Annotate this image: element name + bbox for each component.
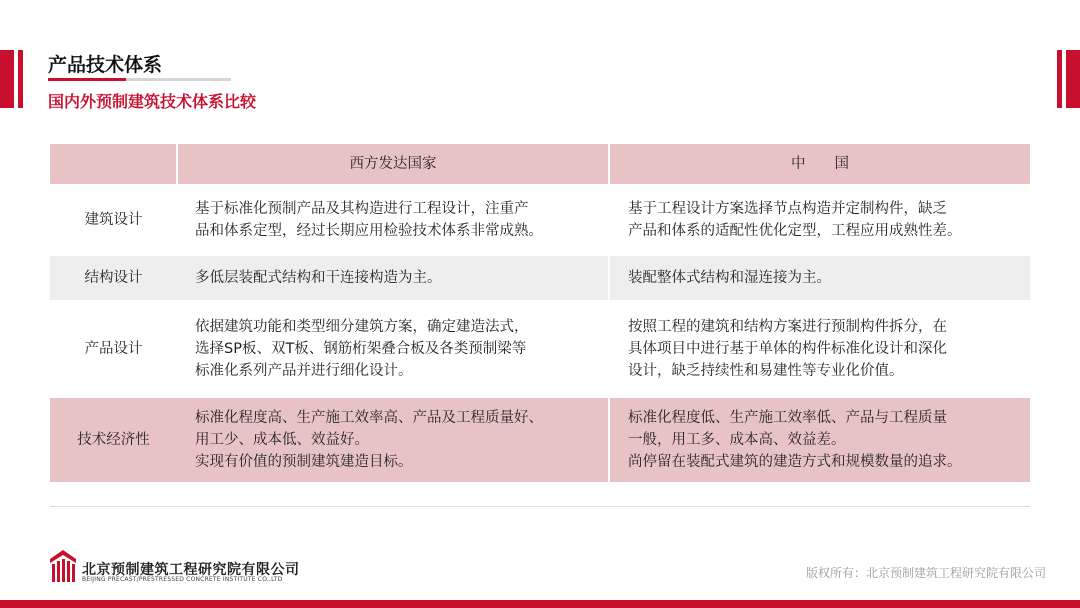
cell-line: 多低层装配式结构和干连接构造为主。	[195, 270, 442, 286]
cell-line: 一般，用工多、成本高、效益差。	[628, 432, 846, 448]
cell-line: 标准化程度低、生产施工效率低、产品与工程质量	[628, 410, 947, 426]
cell-line: 基于标准化预制产品及其构造进行工程设计，注重产	[195, 201, 529, 217]
right-accent-bar	[1066, 50, 1080, 108]
header-cell-china: 中 国	[609, 143, 1030, 185]
cell-line: 标准化程度高、生产施工效率高、产品及工程质量好、	[195, 410, 543, 426]
copyright-text: 版权所有：北京预制建筑工程研究院有限公司	[805, 566, 1046, 580]
company-name-en: BEIJING PRECAST/PRESTRESSED CONCRETE INSTITUTE CO.,LTD	[82, 576, 283, 583]
company-logo-icon	[50, 550, 76, 584]
cell-line: 选择SP板、双T板、钢筋桁架叠合板及各类预制梁等	[195, 341, 527, 357]
table-row	[50, 185, 1030, 255]
page-title: 产品技术体系	[48, 54, 163, 76]
row-label: 产品设计	[50, 301, 177, 397]
cell-line: 基于工程设计方案选择节点构造并定制构件，缺乏	[628, 201, 947, 217]
west-cell	[177, 301, 609, 397]
table-row	[50, 255, 1030, 301]
comparison-table	[50, 142, 1030, 484]
right-accent-bar-thin	[1057, 50, 1062, 108]
header-cell-west: 西方发达国家	[177, 143, 609, 185]
footer-accent-bar	[0, 600, 1080, 608]
cell-line: 具体项目中进行基于单体的构件标准化设计和深化	[628, 341, 947, 357]
cell-line: 设计，缺乏持续性和易建性等专业化价值。	[628, 363, 904, 379]
header-cell-blank	[50, 143, 177, 185]
cell-line: 尚停留在装配式建筑的建造方式和规模数量的追求。	[628, 454, 962, 470]
left-accent-bar	[0, 50, 14, 108]
cell-line: 按照工程的建筑和结构方案进行预制构件拆分，在	[628, 319, 947, 335]
cell-line: 装配整体式结构和湿连接为主。	[628, 270, 831, 286]
cell-line: 标准化系列产品并进行细化设计。	[195, 363, 413, 379]
cell-line: 品和体系定型，经过长期应用检验技术体系非常成熟。	[195, 223, 543, 239]
china-cell	[609, 185, 1030, 255]
west-cell	[177, 255, 609, 301]
cell-line: 产品和体系的适配性优化定型，工程应用成熟性差。	[628, 223, 962, 239]
table-row	[50, 397, 1030, 483]
china-cell	[609, 301, 1030, 397]
left-accent-bar-thin	[18, 50, 23, 108]
table-header-row	[50, 143, 1030, 185]
west-cell	[177, 397, 609, 483]
company-name-cn: 北京预制建筑工程研究院有限公司	[82, 562, 300, 578]
page-subtitle: 国内外预制建筑技术体系比较	[48, 92, 257, 111]
table-row	[50, 301, 1030, 397]
china-cell	[609, 397, 1030, 483]
row-label: 技术经济性	[50, 397, 177, 483]
row-label: 结构设计	[50, 255, 177, 301]
china-cell	[609, 255, 1030, 301]
table-bottom-divider	[50, 506, 1030, 507]
cell-line: 依据建筑功能和类型细分建筑方案，确定建造法式，	[195, 319, 529, 335]
row-label: 建筑设计	[50, 185, 177, 255]
cell-line: 用工少、成本低、效益好。	[195, 432, 369, 448]
cell-line: 实现有价值的预制建筑建造目标。	[195, 454, 413, 470]
west-cell	[177, 185, 609, 255]
title-underline	[48, 78, 231, 81]
